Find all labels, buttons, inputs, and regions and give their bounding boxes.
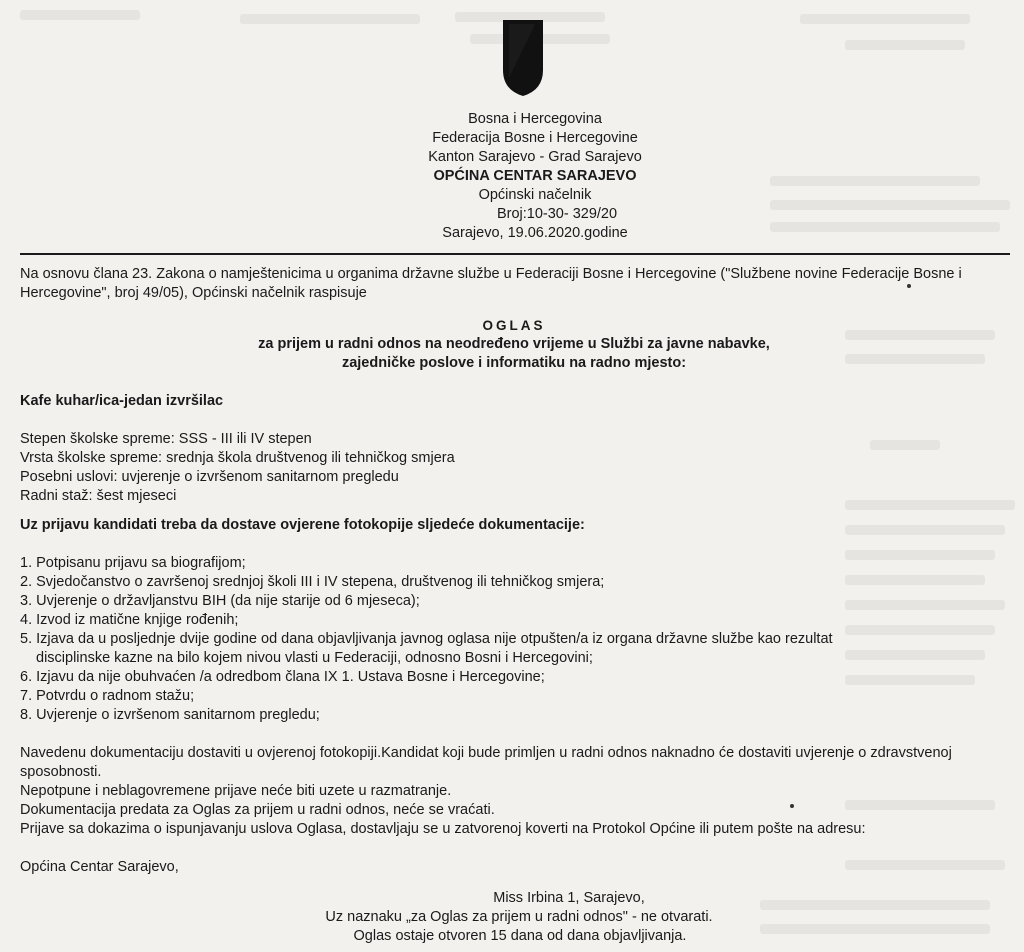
coat-of-arms-icon [501,18,545,98]
header-divider [20,253,1010,255]
address-open-period: Oglas ostaje otvoren 15 dana od dana objavljivanja. [353,928,687,944]
closing-notes [20,744,1008,839]
header-date: Sarajevo, 19.06.2020.godine [442,225,628,241]
header-office: Općinski načelnik [478,187,592,203]
requirement-item: Radni staž: šest mjeseci [20,488,177,504]
address-street: Miss Irbina 1, Sarajevo, [493,890,645,906]
requirement-item: Vrsta školske spreme: srednja škola društvenog ili tehničkog smjera [20,450,455,466]
header-municipality: OPĆINA CENTAR SARAJEVO [433,168,637,184]
notice-body [20,265,1008,944]
newspaper-notice [14,14,1008,944]
notice-title [20,316,1008,373]
title-oglas: OGLAS [482,318,546,333]
note-documentation: Navedenu dokumentaciju dostaviti u ovjerenoj fotokopiji.Kandidat koji bude primljen u radni odnos naknadno će dostaviti uvjerenje o zdravstvenoj sposobnosti. [20,745,952,780]
document-item-continued: disciplinske kazne na bilo kojem nivou vlasti u Federaciji, odnosno Bosni i Hercegovini; [36,650,593,666]
documents-list [20,554,1008,725]
header-country: Bosna i Hercegovina [468,111,602,127]
print-speck [907,284,911,288]
document-item: 4. Izvod iz matične knjige rođenih; [20,612,239,628]
job-position: Kafe kuhar/ica-jedan izvršilac [20,393,224,409]
intro-paragraph: Na osnovu člana 23. Zakona o namještenicima u organima državne službe u Federaciji Bosne i Hercegovine ("Službene novine Federacije Bosne i Hercegovine", broj 49/05), Općinski načelnik raspisuje [20,266,962,301]
document-item: 1. Potpisanu prijavu sa biografijom; [20,555,246,571]
note-incomplete: Nepotpune i neblagovremene prijave neće biti uzete u razmatranje. [20,783,452,799]
title-line-2: zajedničke poslove i informatiku na radno mjesto: [341,355,687,371]
address-envelope-label: Uz naznaku „za Oglas za prijem u radni odnos" - ne otvarati. [325,909,713,925]
address-block [20,889,1008,946]
document-item: 5. Izjava da u posljednje dvije godine od dana objavljivanja javnog oglasa nije otpušten/a iz organa državne službe kao rezultat [20,631,833,647]
note-not-returned: Dokumentacija predata za Oglas za prijem u radni odnos, neće se vraćati. [20,802,495,818]
document-item: 7. Potvrdu o radnom stažu; [20,688,195,704]
document-item: 8. Uvjerenje o izvršenom sanitarnom pregledu; [20,707,320,723]
note-submission: Prijave sa dokazima o ispunjavanju uslova Oglasa, dostavljaju se u zatvorenoj koverti na Protokol Općine ili putem pošte na adresu: [20,821,866,837]
title-line-1: za prijem u radni odnos na neodređeno vrijeme u Službi za javne nabavke, [258,336,770,352]
documents-heading: Uz prijavu kandidati treba da dostave ovjerene fotokopije sljedeće dokumentacije: [20,517,585,533]
header-federation: Federacija Bosne i Hercegovine [432,130,638,146]
requirements-list [20,430,1008,506]
requirement-item: Posebni uslovi: uvjerenje o izvršenom sanitarnom pregledu [20,469,399,485]
document-item: 3. Uvjerenje o državljanstvu BIH (da nije starije od 6 mjeseca); [20,593,420,609]
header-canton: Kanton Sarajevo - Grad Sarajevo [428,149,642,165]
document-item: 2. Svjedočanstvo o završenoj srednjoj školi III i IV stepena, društvenog ili tehničkog smjera; [20,574,605,590]
recipient-line: Općina Centar Sarajevo, [20,859,179,875]
requirement-item: Stepen školske spreme: SSS - III ili IV stepen [20,431,312,447]
issuer-header [314,110,756,243]
document-item: 6. Izjavu da nije obuhvaćen /a odredbom člana IX 1. Ustava Bosne i Hercegovine; [20,669,545,685]
print-speck [790,804,794,808]
header-number: Broj:10-30- 329/20 [496,206,618,222]
